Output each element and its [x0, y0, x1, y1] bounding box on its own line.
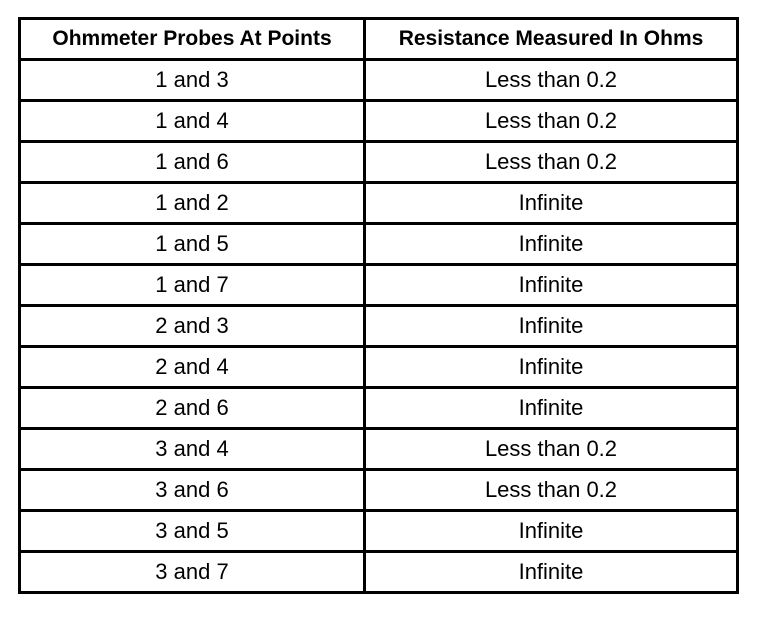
- header-resistance: Resistance Measured In Ohms: [365, 19, 738, 60]
- resistance-cell: Infinite: [365, 265, 738, 306]
- probe-points-cell: 3 and 4: [20, 429, 365, 470]
- probe-points-cell: 3 and 7: [20, 552, 365, 593]
- probe-points-cell: 1 and 5: [20, 224, 365, 265]
- table-row: [20, 511, 738, 552]
- resistance-cell: Infinite: [365, 306, 738, 347]
- resistance-cell: Infinite: [365, 552, 738, 593]
- resistance-cell: Less than 0.2: [365, 101, 738, 142]
- table-row: [20, 429, 738, 470]
- probe-points-cell: 1 and 4: [20, 101, 365, 142]
- probe-points-cell: 3 and 6: [20, 470, 365, 511]
- resistance-cell: Infinite: [365, 347, 738, 388]
- table-header-row: [20, 19, 738, 60]
- resistance-cell: Infinite: [365, 183, 738, 224]
- table-row: [20, 265, 738, 306]
- resistance-cell: Less than 0.2: [365, 470, 738, 511]
- table-row: [20, 347, 738, 388]
- resistance-cell: Infinite: [365, 511, 738, 552]
- resistance-cell: Less than 0.2: [365, 60, 738, 101]
- table-row: [20, 306, 738, 347]
- resistance-table: [18, 17, 739, 594]
- probe-points-cell: 3 and 5: [20, 511, 365, 552]
- probe-points-cell: 2 and 6: [20, 388, 365, 429]
- probe-points-cell: 2 and 3: [20, 306, 365, 347]
- resistance-cell: Less than 0.2: [365, 429, 738, 470]
- resistance-table-container: [18, 17, 739, 594]
- resistance-cell: Infinite: [365, 388, 738, 429]
- probe-points-cell: 2 and 4: [20, 347, 365, 388]
- probe-points-cell: 1 and 2: [20, 183, 365, 224]
- probe-points-cell: 1 and 3: [20, 60, 365, 101]
- table-row: [20, 101, 738, 142]
- header-probe-points: Ohmmeter Probes At Points: [20, 19, 365, 60]
- table-row: [20, 388, 738, 429]
- table-row: [20, 60, 738, 101]
- table-row: [20, 183, 738, 224]
- table-row: [20, 142, 738, 183]
- resistance-cell: Less than 0.2: [365, 142, 738, 183]
- table-row: [20, 552, 738, 593]
- table-row: [20, 224, 738, 265]
- probe-points-cell: 1 and 6: [20, 142, 365, 183]
- table-row: [20, 470, 738, 511]
- probe-points-cell: 1 and 7: [20, 265, 365, 306]
- resistance-cell: Infinite: [365, 224, 738, 265]
